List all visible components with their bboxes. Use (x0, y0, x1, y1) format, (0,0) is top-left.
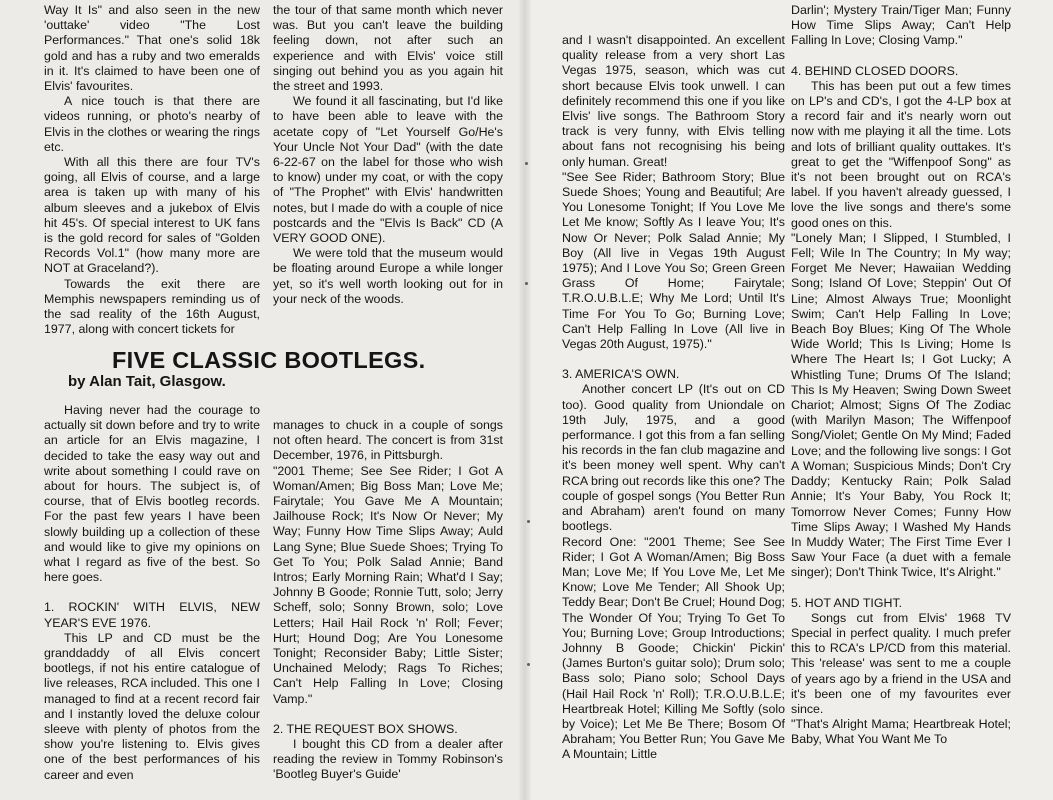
section-heading-2: 2. THE REQUEST BOX SHOWS. (273, 721, 458, 736)
paragraph: With all this there are four TV's going, all Elvis of course, and a large area is taken up with many of his album sleeves and a jukebox of Elvis hit 45's. Of special interest to UK fans is the gold record for sales of "Golden Records Vol.1" (how many more are NOT at Graceland?). (44, 155, 260, 276)
article-title: FIVE CLASSIC BOOTLEGS. (112, 347, 426, 373)
paragraph: We found it all fascinating, but I'd like to have been able to leave with the acetate copy of "Let Yourself Go/He's Your Uncle Not Your Dad" (with the date 6-22-67 on the label for those who wish to know) under my coat, or with the copy of "The Prophet" with Elvis' handwritten notes, but I made do with a couple of nice postcards and the "Elvis Is Back" CD (A VERY GOOD ONE). (273, 94, 503, 246)
paragraph: and I wasn't disappointed. An excellent quality release from a very short Las Vegas 1975, season, which was cut short because Elvis took unwell. I can definitely recommend this one if you like Elvis' live songs. The Bathroom Story track is very funny, with Elvis telling about fans not recognising his being only human. Great! (562, 33, 785, 169)
track-list: Record One: "2001 Theme; See See Rider; I Got A Woman/Amen; Big Boss Man; Love Me; If You Love Me, Let Me Know; Love Me Tender; All Shook Up; Teddy Bear; Don't Be Cruel; Hound Dog; The Wonder Of You; Trying To Get To You; Burning Love; Group Introductions; Johnny B Goode; Chickin' Pickin' (James Burton's guitar solo); Drum solo; Bass solo; Piano solo; School Days (Hail Hail Rock 'n' Roll); T.R.O.U.B.L.E; Heartbreak Hotel; Killing Me Softly (solo by Voice); Let Me Be There; Bosom Of Abraham; You Better Run; You Gave Me A Mountain; Little (562, 534, 785, 762)
paragraph: Another concert LP (It's out on CD too). Good quality from Uniondale on 19th July, 1975, and a good performance. I got this from a fan selling his records in the fan club magazine and it's been money well spent. Why can't RCA bring out records like this one? The couple of gospel songs (You Better Run and Abraham) aren't found on many bootlegs. (562, 382, 785, 534)
paragraph: I bought this CD from a dealer after reading the review in Tommy Robinson's 'Bootleg Buyer's Guide' (273, 737, 503, 782)
paragraph: Way It Is" and also seen in the new 'outtake' video "The Lost Performances." That one's solid 18k gold and has a ruby and two emeralds in it. It's claimed to have been one of Elvis' favourites. (44, 3, 260, 94)
page-gutter (518, 0, 532, 800)
paragraph: This LP and CD must be the granddaddy of all Elvis concert bootlegs, if not his entire catalogue of live releases, RCA included. This one I managed to find at a recent record fair and I instantly loved the deluxe colour sleeve with plenty of photos from the show you're listening to. Elvis gives one of the best performances of his career and even (44, 630, 260, 782)
track-list: "2001 Theme; See See Rider; I Got A Woman/Amen; Big Boss Man; Love Me; Fairytale; You Gave Me A Mountain; Jailhouse Rock; It's Now Or Never; My Way; Funny How Time Slips Away; Auld Lang Syne; Blue Suede Shoes; Trying To Get To You; Polk Salad Annie; Band Intros; Early Morning Rain; What'd I Say; Johnny B Goode; Ronnie Tutt, solo; Jerry Scheff, solo; Sonny Brown, solo; Love Letters; Hail Hail Rock 'n' Roll; Fever; Hurt; Hound Dog; Are You Lonesome Tonight; Reconsider Baby; Little Sister; Unchained Melody; Rags To Riches; Can't Help Falling In Love; Closing Vamp." (273, 463, 503, 706)
paragraph: Songs cut from Elvis' 1968 TV Special in perfect quality. I much prefer this to RCA's LP/CD from this material. This 'release' was sent to me a couple of years ago by a friend in the USA and it's been one of my favourites ever since. (791, 610, 1011, 716)
paragraph: Darlin'; Mystery Train/Tiger Man; Funny How Time Slips Away; Can't Help Falling In Love; Closing Vamp." (791, 3, 1011, 48)
track-list: "Lonely Man; I Slipped, I Stumbled, I Fell; Wile In The Country; In My way; Forget Me Never; Hawaiian Wedding Song; Island Of Love; Steppin' Out Of Line; Almost Always True; Moonlight Swim; Can't Help Falling In Love; Beach Boy Blues; King Of The Whole Wide World; This Is Living; Home Is Where The Heart Is; I Got Lucky; A Whistling Tune; Drums Of The Island; This Is My Heaven; Swing Down Sweet Chariot; Almost; Signs Of The Zodiac (with Marilyn Mason; The Wiffenpoof Song/Violet; Gentle On My Mind; Faded Love; and the following live songs: I Got A Woman; Suspicious Minds; Don't Cry Daddy; Kentucky Rain; Polk Salad Annie; It's Your Baby, You Rock It; Tomorrow Never Comes; Funny How Time Slips Away; I Washed My Hands In Muddy Water; The First Time Ever I Saw Your Face (a duet with a female singer); Don't Think Twice, It's Alright." (791, 230, 1011, 580)
paragraph: the tour of that same month which never was. But you can't leave the building feeling down, not after such an experience and with Elvis' voice still singing out behind you as you again hit the street and 1993. (273, 3, 503, 94)
right-page (524, 0, 1053, 800)
paragraph: This has been put out a few times on LP's and CD's, I got the 4-LP box at a record fair and it's nearly worn out now with me playing it all the time. Lots and lots of brilliant quality outtakes. It's great to get the "Wiffenpoof Song" as it's not been brought out on RCA's label. If you haven't already guessed, I love the live songs and there's some good ones on this. (791, 78, 1011, 230)
middle-column-bottom (273, 418, 503, 783)
section-heading-5: 5. HOT AND TIGHT. (791, 595, 903, 610)
middle-column-top (273, 3, 503, 307)
right-column-1 (562, 33, 785, 763)
left-column-top (44, 3, 260, 337)
paragraph: Towards the exit there are Memphis newspapers reminding us of the sad reality of the 16th August, 1977, along with concert tickets for (44, 276, 260, 337)
section-heading-3: 3. AMERICA'S OWN. (562, 367, 680, 382)
paragraph: manages to chuck in a couple of songs not often heard. The concert is from 31st December, 1976, in Pittsburgh. (273, 418, 503, 463)
track-list: "That's Alright Mama; Heartbreak Hotel; Baby, What You Want Me To (791, 717, 1011, 747)
section-heading-4: 4. BEHIND CLOSED DOORS. (791, 63, 959, 78)
track-list: "See See Rider; Bathroom Story; Blue Suede Shoes; Young and Beautiful; Are You Lonesome Tonight; If You Love Me Let Me know; Softly As I leave You; It's Now Or Never; Polk Salad Annie; My Boy (All live in Vegas 19th August 1975); And I Love You So; Green Green Grass Of Home; Fairytale; T.R.O.U.B.L.E; Why Me Lord; Until It's Time For You To Go; Burning Love; Can't Help Falling In Love (All live in Vegas 20th August, 1975)." (562, 169, 785, 352)
left-column-bottom (44, 403, 260, 783)
right-column-2 (791, 3, 1011, 748)
article-byline: by Alan Tait, Glasgow. (68, 373, 226, 390)
left-page (0, 0, 524, 800)
intro-paragraph: Having never had the courage to actually sit down before and try to write an article for an Elvis magazine, I decided to take the easy way out and write about something I could rave on about for hours. The subject is, of course, that of Elvis bootleg records. For the past few years I have been slowly building up a collection of these and would like to give my opinions on what I regard as five of the best. So here goes. (44, 403, 260, 585)
paragraph: A nice touch is that there are videos running, or photo's nearby of Elvis in the clothes or wearing the rings etc. (44, 94, 260, 154)
paragraph: We were told that the museum would be floating around Europe a while longer yet, so it's well worth looking out for in your neck of the woods. (273, 246, 503, 306)
section-heading-1: 1. ROCKIN' WITH ELVIS, NEW YEAR'S EVE 1976. (44, 600, 260, 630)
